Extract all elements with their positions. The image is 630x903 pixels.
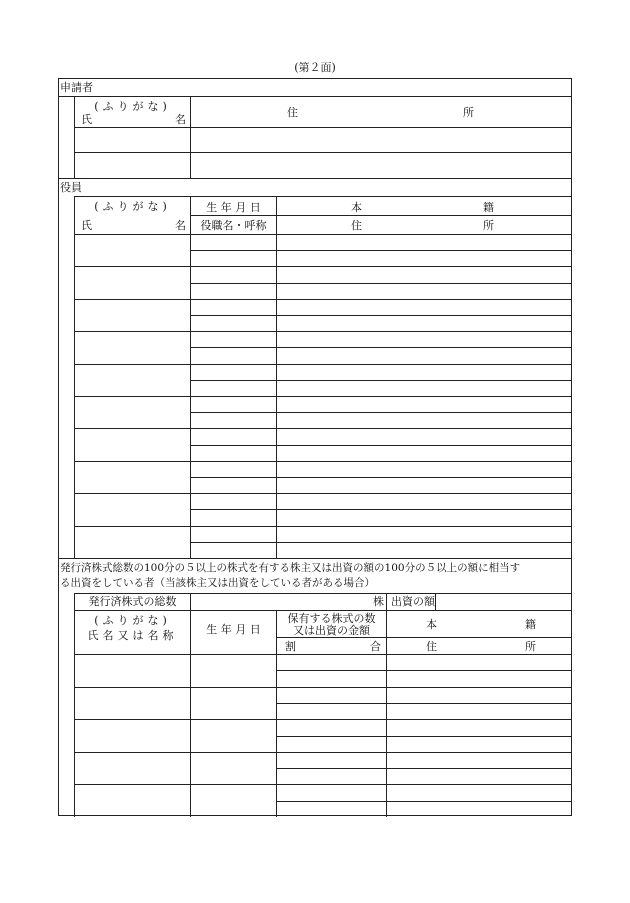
shareholder-address-cell[interactable] <box>387 704 570 718</box>
officers-title-header: 役職名・呼称 <box>200 219 267 232</box>
officer-birthdate-cell[interactable] <box>191 397 275 411</box>
shareholders-name-header: 氏名又は名称 <box>87 629 178 642</box>
officer-domicile-cell[interactable] <box>277 332 570 346</box>
officer-name-cell[interactable] <box>75 429 189 459</box>
shareholder-domicile-cell[interactable] <box>387 655 570 669</box>
divider <box>190 283 571 284</box>
officer-domicile-cell[interactable] <box>277 235 570 249</box>
officer-name-cell[interactable] <box>75 267 189 297</box>
officers-name-header-left: 氏 <box>81 219 92 232</box>
shareholder-address-cell[interactable] <box>387 802 570 816</box>
officer-domicile-cell[interactable] <box>277 397 570 411</box>
officer-address-cell[interactable] <box>277 478 570 492</box>
total-shares-field[interactable] <box>191 594 371 609</box>
divider <box>190 412 571 413</box>
divider <box>190 380 571 381</box>
officer-birthdate-cell[interactable] <box>191 494 275 508</box>
officer-name-cell[interactable] <box>75 235 189 265</box>
divider <box>190 509 571 510</box>
shareholder-ratio-cell[interactable] <box>277 671 385 685</box>
divider <box>190 250 571 251</box>
divider <box>190 477 571 478</box>
shareholders-birthdate-header: 生 年 月 日 <box>206 623 261 636</box>
officer-address-cell[interactable] <box>277 413 570 427</box>
officer-domicile-cell[interactable] <box>277 494 570 508</box>
applicant-address-cell[interactable] <box>191 153 571 177</box>
divider <box>74 610 571 611</box>
officers-domicile-header-right: 籍 <box>483 201 494 214</box>
officer-title-cell[interactable] <box>191 251 275 265</box>
officer-title-cell[interactable] <box>191 348 275 362</box>
officer-birthdate-cell[interactable] <box>191 365 275 379</box>
officer-title-cell[interactable] <box>191 284 275 298</box>
applicant-address-header-left: 住 <box>287 106 298 119</box>
applicant-address-header-right: 所 <box>463 106 474 119</box>
divider <box>276 736 571 737</box>
officers-address-header-right: 所 <box>483 219 494 232</box>
applicant-name-cell[interactable] <box>75 153 189 177</box>
divider <box>59 96 571 97</box>
capital-amount-field[interactable] <box>436 594 571 609</box>
shareholder-held-amount-cell[interactable] <box>277 688 385 702</box>
shareholder-name-cell[interactable] <box>75 785 189 816</box>
officer-title-cell[interactable] <box>191 543 275 557</box>
officer-birthdate-cell[interactable] <box>191 300 275 314</box>
shareholder-held-amount-cell[interactable] <box>277 655 385 669</box>
shareholder-ratio-cell[interactable] <box>277 704 385 718</box>
divider <box>190 347 571 348</box>
divider <box>74 196 571 197</box>
shareholder-name-cell[interactable] <box>75 753 189 784</box>
officer-address-cell[interactable] <box>277 446 570 460</box>
officer-address-cell[interactable] <box>277 510 570 524</box>
divider <box>59 178 571 179</box>
shareholder-name-cell[interactable] <box>75 720 189 751</box>
total-shares-label: 発行済株式の総数 <box>88 595 177 608</box>
officer-name-cell[interactable] <box>75 300 189 330</box>
divider <box>190 315 571 316</box>
officer-name-cell[interactable] <box>75 397 189 427</box>
divider <box>190 542 571 543</box>
divider <box>190 445 571 446</box>
ratio-header-right: 合 <box>370 640 381 653</box>
officer-birthdate-cell[interactable] <box>191 235 275 249</box>
shareholder-birthdate-cell[interactable] <box>191 785 275 816</box>
shareholder-ratio-cell[interactable] <box>277 802 385 816</box>
officer-address-cell[interactable] <box>277 348 570 362</box>
shareholders-address-header-right: 所 <box>525 640 536 653</box>
divider <box>276 801 571 802</box>
shareholder-name-cell[interactable] <box>75 655 189 686</box>
applicant-name-header-right: 名 <box>175 113 186 126</box>
divider <box>276 768 571 769</box>
officer-name-cell[interactable] <box>75 462 189 492</box>
officer-name-cell[interactable] <box>75 332 189 362</box>
officer-address-cell[interactable] <box>277 316 570 330</box>
shareholder-domicile-cell[interactable] <box>387 720 570 734</box>
applicant-address-cell[interactable] <box>191 128 571 152</box>
shareholder-birthdate-cell[interactable] <box>191 688 275 719</box>
officer-address-cell[interactable] <box>277 284 570 298</box>
form-table <box>58 78 572 816</box>
shareholder-domicile-cell[interactable] <box>387 688 570 702</box>
divider <box>190 215 571 216</box>
officer-domicile-cell[interactable] <box>277 300 570 314</box>
divider <box>59 558 571 559</box>
ratio-header-left: 割 <box>285 640 296 653</box>
officer-name-cell[interactable] <box>75 365 189 395</box>
officer-title-cell[interactable] <box>191 413 275 427</box>
applicant-section-label: 申請者 <box>60 81 93 94</box>
shareholder-domicile-cell[interactable] <box>387 785 570 799</box>
officer-domicile-cell[interactable] <box>277 267 570 281</box>
shareholder-birthdate-cell[interactable] <box>191 720 275 751</box>
capital-label: 出資の額 <box>391 595 435 608</box>
officer-domicile-cell[interactable] <box>277 527 570 541</box>
shareholder-held-amount-cell[interactable] <box>277 720 385 734</box>
officers-section-label: 役員 <box>60 181 82 194</box>
shareholders-domicile-header-right: 籍 <box>525 618 536 631</box>
applicant-furigana-header: (ふりがな) <box>94 100 171 113</box>
shareholder-held-amount-cell[interactable] <box>277 753 385 767</box>
shareholders-domicile-header-left: 本 <box>426 618 437 631</box>
officer-birthdate-cell[interactable] <box>191 462 275 476</box>
applicant-name-cell[interactable] <box>75 128 189 152</box>
shareholder-address-cell[interactable] <box>387 769 570 783</box>
officers-name-header-right: 名 <box>175 219 186 232</box>
shareholder-address-cell[interactable] <box>387 737 570 751</box>
shareholder-domicile-cell[interactable] <box>387 753 570 767</box>
officer-birthdate-cell[interactable] <box>191 332 275 346</box>
officer-address-cell[interactable] <box>277 543 570 557</box>
officer-address-cell[interactable] <box>277 381 570 395</box>
officer-title-cell[interactable] <box>191 316 275 330</box>
shareholders-section-label-line1: 発行済株式総数の100分の５以上の株式を有する株主又は出資の額の100分の５以上の額に相当す <box>60 562 521 574</box>
shareholders-address-header-left: 住 <box>426 640 437 653</box>
officer-name-cell[interactable] <box>75 527 189 557</box>
officer-title-cell[interactable] <box>191 510 275 524</box>
page-number: (第２面) <box>294 61 336 74</box>
officer-domicile-cell[interactable] <box>277 462 570 476</box>
shares-unit: 株 <box>373 595 384 608</box>
officer-address-cell[interactable] <box>277 251 570 265</box>
shareholder-name-cell[interactable] <box>75 688 189 719</box>
shareholders-furigana-header: (ふりがな) <box>94 614 171 627</box>
officer-name-cell[interactable] <box>75 494 189 524</box>
officer-title-cell[interactable] <box>191 381 275 395</box>
shareholder-birthdate-cell[interactable] <box>191 753 275 784</box>
officer-domicile-cell[interactable] <box>277 429 570 443</box>
shareholder-ratio-cell[interactable] <box>277 769 385 783</box>
officer-birthdate-cell[interactable] <box>191 429 275 443</box>
divider <box>276 703 571 704</box>
held-amount-header-line2: 又は出資の金額 <box>293 624 370 637</box>
officer-domicile-cell[interactable] <box>277 365 570 379</box>
officers-address-header-left: 住 <box>351 219 362 232</box>
held-amount-header-line1: 保有する株式の数 <box>287 612 376 625</box>
officer-title-cell[interactable] <box>191 446 275 460</box>
officer-title-cell[interactable] <box>191 478 275 492</box>
shareholders-section-label-line2: る出資をしている者（当該株主又は出資をしている者がある場合） <box>60 577 375 589</box>
divider <box>386 593 387 610</box>
shareholder-birthdate-cell[interactable] <box>191 655 275 686</box>
shareholder-ratio-cell[interactable] <box>277 737 385 751</box>
officers-furigana-header: (ふりがな) <box>94 200 171 213</box>
shareholder-held-amount-cell[interactable] <box>277 785 385 799</box>
officers-domicile-header-left: 本 <box>351 201 362 214</box>
officer-birthdate-cell[interactable] <box>191 527 275 541</box>
divider <box>276 670 571 671</box>
shareholder-address-cell[interactable] <box>387 671 570 685</box>
divider <box>276 637 571 638</box>
applicant-name-header-left: 氏 <box>81 113 92 126</box>
officers-birthdate-header: 生 年 月 日 <box>206 201 261 214</box>
officer-birthdate-cell[interactable] <box>191 267 275 281</box>
